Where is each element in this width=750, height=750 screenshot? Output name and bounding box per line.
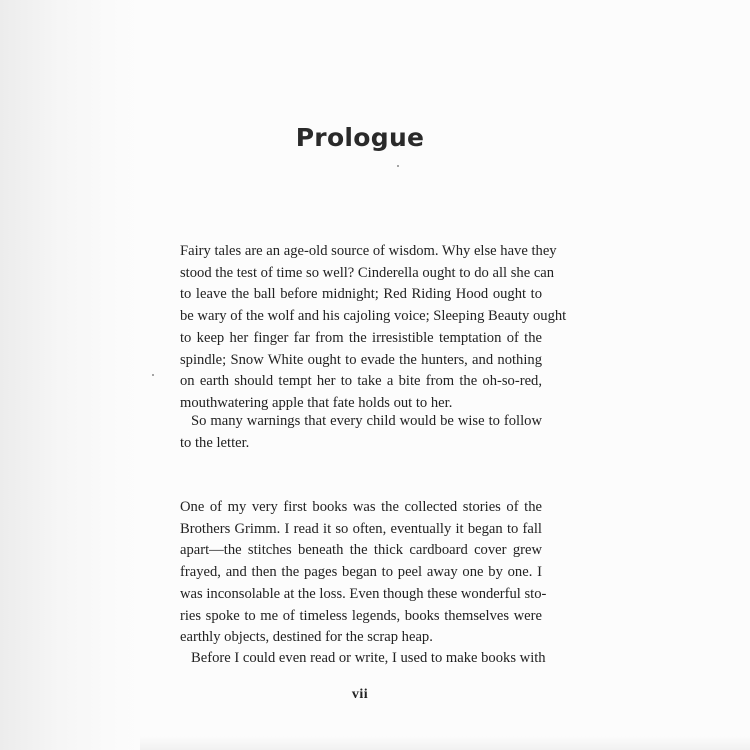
- paragraph-2: [180, 411, 542, 454]
- text-line: So many warnings that every child would be wise to follow: [191, 413, 542, 429]
- text-line: mouthwatering apple that fate holds out to her.: [180, 394, 453, 411]
- text-line: stood the test of time so well? Cinderella ought to do all she can: [180, 264, 555, 281]
- text-line: One of my very first books was the collected stories of the: [180, 499, 542, 515]
- paragraph-3: [180, 497, 547, 649]
- text-line: Fairy tales are an age-old source of wisdom. Why else have they: [180, 243, 557, 259]
- text-line: earthly objects, destined for the scrap heap.: [180, 629, 433, 646]
- page-number: vii: [351, 687, 369, 702]
- paragraph-1: [180, 241, 567, 415]
- text-line: to leave the ball before midnight; Red Riding Hood ought to: [180, 286, 542, 303]
- scan-speck: [397, 165, 399, 167]
- chapter-title: Prologue: [295, 123, 425, 152]
- text-line: to keep her finger far from the irresistible temptation of the: [180, 329, 542, 346]
- text-line: to the letter.: [180, 434, 250, 451]
- text-line: spindle; Snow White ought to evade the hunters, and nothing: [180, 351, 542, 368]
- scan-shadow-left: [0, 0, 150, 750]
- text-line: ries spoke to me of timeless legends, books themselves were: [180, 607, 542, 624]
- text-line: Before I could even read or write, I used to make books with: [191, 650, 546, 666]
- scan-shadow-bottom: [140, 736, 750, 750]
- text-line: apart—the stitches beneath the thick cardboard cover grew: [180, 542, 542, 559]
- text-line: on earth should tempt her to take a bite from the oh-so-red,: [180, 373, 542, 390]
- text-line: was inconsolable at the loss. Even though these wonderful sto-: [180, 585, 547, 602]
- text-line: be wary of the wolf and his cajoling voice; Sleeping Beauty ought: [180, 308, 567, 325]
- text-line: Brothers Grimm. I read it so often, eventually it began to fall: [180, 520, 542, 537]
- scan-speck: [152, 374, 154, 376]
- text-line: frayed, and then the pages began to peel away one by one. I: [180, 564, 542, 581]
- paragraph-4: [180, 648, 546, 670]
